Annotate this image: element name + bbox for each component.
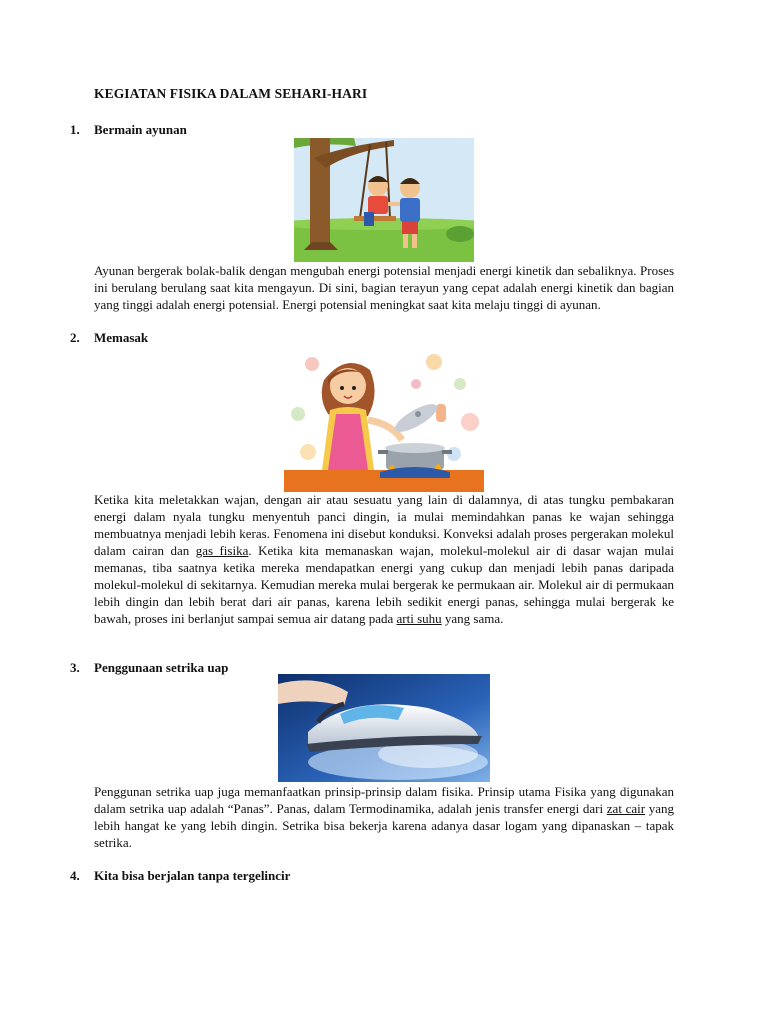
section-paragraph-1: Ayunan bergerak bolak-balik dengan mengubah energi potensial menjadi energi kinetik dan sebaliknya. Proses ini berulang berulang saat kita mengayun. Di sini, bagian terayun yang cepat adalah energi kinetik dan bagian yang tinggi adalah energi potensial. Energi potensial meningkat saat kita melaju tinggi di ayunan.: [94, 263, 674, 312]
paragraph-text-a: Ketika kita meletakkan wajan, dengan air atau sesuatu yang lain di dalamnya, di atas tungku pembakaran energi dalam nyala tungku menyentuh panci dingin, ia mulai memindahkan panas ke wajan sehingga membuatnya menjadi lebih keras. Fenomena ini disebut konduksi. Konveksi adalah proses pergerakan molekul dalam cairan dan: [94, 492, 674, 558]
link-gas-fisika[interactable]: gas fisika: [195, 543, 249, 558]
link-zat-cair[interactable]: zat cair: [606, 801, 646, 816]
section-heading-2: [70, 330, 148, 346]
section-title: Kita bisa berjalan tanpa tergelincir: [94, 868, 291, 883]
section-paragraph-2: [94, 491, 674, 627]
section-heading-4: [70, 868, 290, 884]
paragraph-text-b: . Ketika kita memanaskan wajan, molekul-molekul air di dasar wajan mulai memanas, tiba saatnya ketika mereka mendapatkan energi yang cukup dan menjadi lebih panas daripada molekul-molekul di sekitarnya. Kemudian mereka mulai bergerak ke permukaan air. Molekul air di permukaan lebih dingin dan lebih berat dari air panas, karena lebih sedikit energi panas, sehingga mulai bergerak ke bawah, proses ini berlanjut sampai semua air datang pada: [94, 543, 674, 626]
paragraph-text-b: yang lebih hangat ke yang lebih dingin. Setrika bisa bekerja karena adanya dasar logam yang dipanaskan – tapak setrika.: [94, 801, 674, 850]
section-number: 1.: [70, 122, 80, 137]
section-title: Penggunaan setrika uap: [94, 660, 229, 675]
link-arti-suhu[interactable]: arti suhu: [396, 611, 442, 626]
section-paragraph-3: [94, 783, 674, 851]
section-title: Memasak: [94, 330, 149, 345]
paragraph-text-c: yang sama.: [441, 611, 504, 626]
section-title: Bermain ayunan: [94, 122, 187, 137]
section-number: 3.: [70, 660, 80, 675]
section-number: 2.: [70, 330, 80, 345]
section-heading-3: [70, 660, 228, 676]
paragraph-text-a: Penggunan setrika uap juga memanfaatkan prinsip-prinsip dalam fisika. Prinsip utama Fisika yang digunakan dalam setrika uap adalah “Panas”. Panas, dalam Termodinamika, adalah jenis transfer energi dari: [94, 784, 674, 816]
section-heading-1: [70, 122, 187, 138]
document-title: KEGIATAN FISIKA DALAM SEHARI-HARI: [94, 86, 368, 101]
steam-iron-photo: [278, 674, 490, 782]
swing-illustration: [294, 138, 474, 262]
cooking-illustration: [284, 344, 484, 492]
section-number: 4.: [70, 868, 80, 883]
